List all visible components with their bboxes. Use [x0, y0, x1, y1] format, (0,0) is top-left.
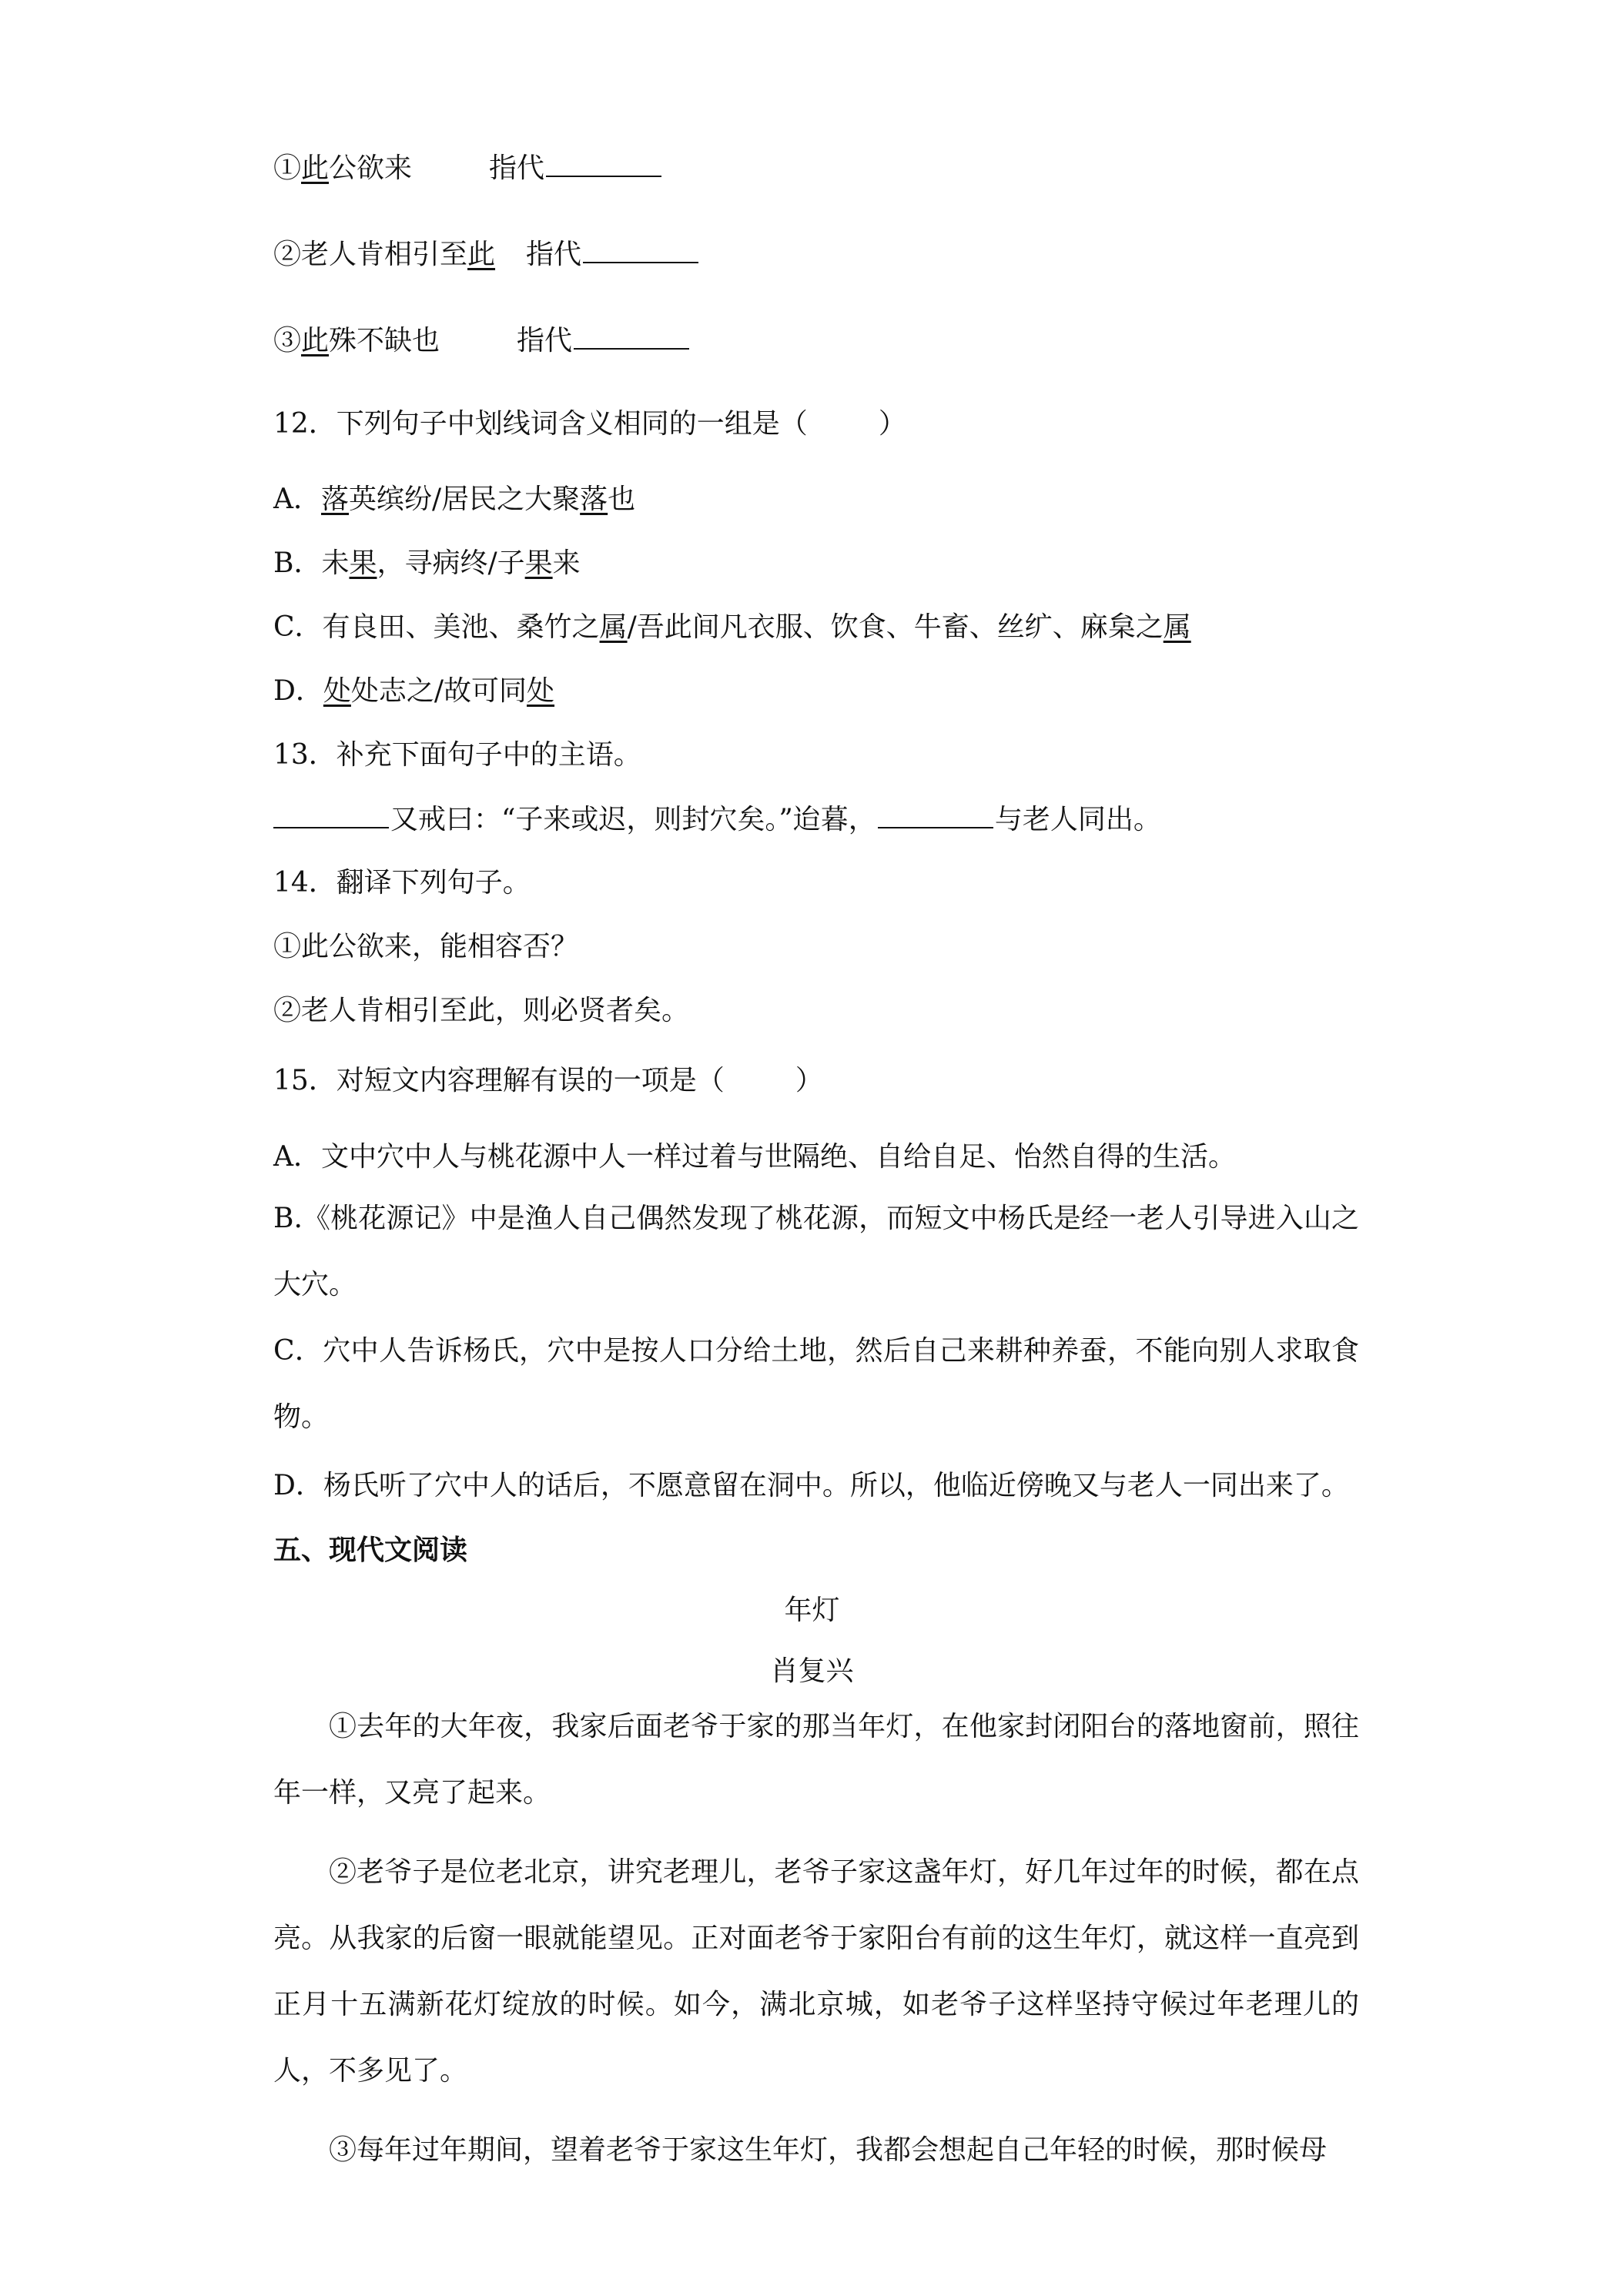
q12-option-c[interactable]: C．有良田、美池、桑竹之属/吾此间凡衣服、饮食、牛畜、丝纩、麻枲之属: [273, 611, 1191, 643]
passage-title: 年灯: [784, 1595, 840, 1626]
subject-blank-1[interactable]: [273, 801, 389, 828]
subject-blank-2[interactable]: [878, 801, 993, 828]
q12-option-b[interactable]: B．未果，寻病终/子果来: [273, 547, 581, 579]
q13-stem: 13．补充下面句子中的主语。: [273, 739, 641, 771]
q15-option-c[interactable]: C．穴中人告诉杨氏，穴中是按人口分给土地，然后自己来耕种养蚕，不能向别人求取食物。: [273, 1335, 1359, 1433]
q15-option-b[interactable]: B.《桃花源记》中是渔人自己偶然发现了桃花源，而短文中杨氏是经一老人引导进入山之大穴。: [273, 1203, 1359, 1300]
q15-option-d[interactable]: D．杨氏听了穴中人的话后，不愿意留在洞中。所以，他临近傍晚又与老人一同出来了。: [273, 1470, 1349, 1501]
passage-paragraph-1: ①去年的大年夜，我家后面老爷于家的那当年灯，在他家封闭阳台的落地窗前，照往年一样，又亮了起来。: [273, 1711, 1359, 1809]
q14-stem: 14．翻译下列句子。: [273, 867, 531, 899]
q11-item-1: ①此公欲来 指代: [273, 149, 1358, 187]
q12-stem: 12．下列句子中划线词含义相同的一组是（ ）: [273, 408, 906, 440]
q11-item-3: ③此殊不缺也 指代: [273, 322, 1358, 360]
answer-blank[interactable]: [574, 322, 689, 350]
answer-blank[interactable]: [583, 236, 698, 263]
q15-stem: 15．对短文内容理解有误的一项是（ ）: [273, 1065, 823, 1096]
passage-author: 肖复兴: [770, 1655, 854, 1687]
q12-option-d[interactable]: D．处处志之/故可同处: [273, 675, 555, 707]
q14-item-2: ②老人肯相引至此，则必贤者矣。: [273, 995, 690, 1026]
answer-blank[interactable]: [546, 149, 661, 177]
q15-option-a[interactable]: A．文中穴中人与桃花源中人一样过着与世隔绝、自给自足、怡然自得的生活。: [273, 1141, 1236, 1173]
q11-item-2: ②老人肯相引至此 指代: [273, 236, 1358, 273]
passage-paragraph-3: ③每年过年期间，望着老爷于家这生年灯，我都会想起自己年轻的时候，那时候母: [329, 2134, 1328, 2166]
section-heading: 五、现代文阅读: [273, 1534, 468, 1566]
q14-item-1: ①此公欲来，能相容否？: [273, 931, 579, 962]
q12-option-a[interactable]: A．落英缤纷/居民之大聚落也: [273, 484, 636, 515]
q13-sentence: 又戒曰：“子来或迟，则封穴矣。”迨暮， 与老人同出。: [273, 801, 1358, 838]
passage-paragraph-2: ②老爷子是位老北京，讲究老理儿，老爷子家这盏年灯，好几年过年的时候，都在点亮。从我家的后窗一眼就能望见。正对面老爷于家阳台有前的这生年灯，就这样一直亮到正月十五满新花灯绽放的时候。如今，满北京城，如老爷子这样坚持守候过年老理儿的人，不多见了。: [273, 1856, 1359, 2087]
